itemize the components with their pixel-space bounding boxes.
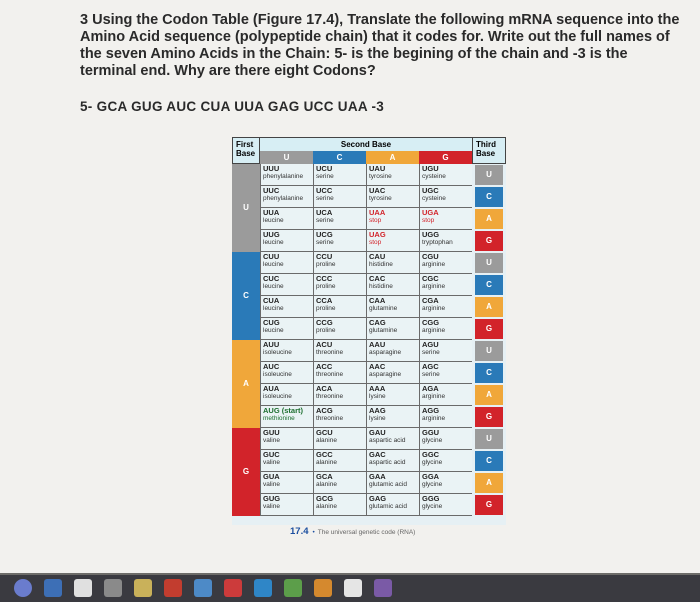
codon-label: CUU bbox=[263, 252, 280, 261]
amino-acid-label: histidine bbox=[369, 260, 393, 268]
figure-number: 17.4 bbox=[290, 526, 309, 537]
codon-label: GAU bbox=[369, 428, 386, 437]
third-base-u: U bbox=[475, 253, 503, 273]
amino-acid-label: valine bbox=[263, 480, 280, 488]
codon-label: AAG bbox=[369, 406, 386, 415]
codon-label: CAU bbox=[369, 252, 386, 261]
mrna-sequence: 5- GCA GUG AUC CUA UUA GAG UCC UAA -3 bbox=[80, 99, 385, 114]
codon-label: UAA bbox=[369, 208, 386, 217]
codon-label: CCG bbox=[316, 318, 333, 327]
codon-label: GGU bbox=[422, 428, 440, 437]
codon-cell bbox=[419, 340, 472, 362]
amino-acid-label: asparagine bbox=[369, 348, 402, 356]
codon-cell bbox=[419, 296, 472, 318]
amino-acid-label: leucine bbox=[263, 282, 284, 290]
codon-label: CUA bbox=[263, 296, 280, 305]
amino-acid-label: leucine bbox=[263, 326, 284, 334]
amino-acid-label: tyrosine bbox=[369, 172, 392, 180]
amino-acid-label: glycine bbox=[422, 458, 443, 466]
taskbar bbox=[0, 573, 700, 602]
codon-cell bbox=[366, 318, 419, 340]
amino-acid-label: isoleucine bbox=[263, 348, 292, 356]
app-icon[interactable] bbox=[284, 579, 302, 597]
amino-acid-label: proline bbox=[316, 326, 336, 334]
second-base-g: G bbox=[419, 151, 472, 164]
amino-acid-label: leucine bbox=[263, 260, 284, 268]
amino-acid-label: arginine bbox=[422, 414, 446, 422]
amino-acid-label: tryptophan bbox=[422, 238, 453, 246]
codon-label: AAA bbox=[369, 384, 386, 393]
codon-label: UUC bbox=[263, 186, 280, 195]
codon-cell bbox=[313, 494, 366, 516]
codon-cell bbox=[313, 384, 366, 406]
codon-label: AUA bbox=[263, 384, 280, 393]
amino-acid-label: serine bbox=[316, 172, 334, 180]
codon-cell bbox=[366, 252, 419, 274]
codon-label: CCC bbox=[316, 274, 333, 283]
amino-acid-label: leucine bbox=[263, 216, 284, 224]
second-base-c: C bbox=[313, 151, 366, 164]
codon-label: UCA bbox=[316, 208, 333, 217]
amino-acid-label: glycine bbox=[422, 502, 443, 510]
amino-acid-label: threonine bbox=[316, 392, 344, 400]
third-base-a: A bbox=[475, 297, 503, 317]
amino-acid-label: valine bbox=[263, 436, 280, 444]
codon-cell bbox=[419, 428, 472, 450]
codon-cell bbox=[366, 230, 419, 252]
amino-acid-label: alanine bbox=[316, 458, 337, 466]
second-base-header: Second Base bbox=[260, 137, 472, 151]
codon-cell bbox=[313, 252, 366, 274]
codon-label: GCG bbox=[316, 494, 334, 503]
codon-cell bbox=[313, 274, 366, 296]
third-base-g: G bbox=[475, 407, 503, 427]
amino-acid-label: proline bbox=[316, 260, 336, 268]
amino-acid-label: arginine bbox=[422, 326, 446, 334]
app-icon[interactable] bbox=[164, 579, 182, 597]
second-base-u: U bbox=[260, 151, 313, 164]
codon-label: UGU bbox=[422, 164, 439, 173]
amino-acid-label: arginine bbox=[422, 304, 446, 312]
codon-cell bbox=[260, 186, 313, 208]
codon-label: UCU bbox=[316, 164, 333, 173]
codon-cell bbox=[313, 186, 366, 208]
third-base-header: Third Base bbox=[472, 137, 506, 164]
codon-label: GAA bbox=[369, 472, 386, 481]
codon-cell bbox=[419, 406, 472, 428]
codon-cell bbox=[313, 164, 366, 186]
codon-label: UCG bbox=[316, 230, 333, 239]
codon-label: UAU bbox=[369, 164, 386, 173]
question-text: 3 Using the Codon Table (Figure 17.4), Translate the following mRNA sequence into the Amino Acid sequence (polypeptide chain) that it codes for. Write out the full names of the seven Amino Acids in the Chain: 5- is the begining of the chain and -3 is the terminal end. Why are there eight Codons? bbox=[80, 12, 680, 79]
codon-label: UAG bbox=[369, 230, 386, 239]
first-base-a: A bbox=[232, 340, 260, 428]
codon-cell bbox=[260, 494, 313, 516]
codon-label: ACC bbox=[316, 362, 333, 371]
codon-cell bbox=[313, 406, 366, 428]
codon-cell bbox=[260, 164, 313, 186]
amino-acid-label: phenylalanine bbox=[263, 194, 304, 202]
codon-label: AUC bbox=[263, 362, 280, 371]
amino-acid-label: asparagine bbox=[369, 370, 402, 378]
third-base-c: C bbox=[475, 451, 503, 471]
codon-label: GGA bbox=[422, 472, 440, 481]
app-icon[interactable] bbox=[74, 579, 92, 597]
codon-label: UGC bbox=[422, 186, 439, 195]
codon-cell bbox=[366, 450, 419, 472]
codon-label: GAC bbox=[369, 450, 386, 459]
codon-cell bbox=[419, 472, 472, 494]
codon-cell bbox=[419, 274, 472, 296]
codon-label: GAG bbox=[369, 494, 387, 503]
first-base-c: C bbox=[232, 252, 260, 340]
amino-acid-label: arginine bbox=[422, 392, 446, 400]
amino-acid-label: glutamine bbox=[369, 326, 398, 334]
amino-acid-label: glycine bbox=[422, 480, 443, 488]
amino-acid-label: leucine bbox=[263, 238, 284, 246]
amino-acid-label: serine bbox=[422, 348, 440, 356]
codon-cell bbox=[366, 208, 419, 230]
codon-label: GGG bbox=[422, 494, 440, 503]
second-base-a: A bbox=[366, 151, 419, 164]
codon-label: CUC bbox=[263, 274, 280, 283]
codon-label: GUG bbox=[263, 494, 281, 503]
app-icon[interactable] bbox=[44, 579, 62, 597]
codon-cell bbox=[419, 450, 472, 472]
codon-cell bbox=[313, 450, 366, 472]
amino-acid-label: serine bbox=[316, 238, 334, 246]
amino-acid-label: leucine bbox=[263, 304, 284, 312]
codon-cell bbox=[260, 384, 313, 406]
codon-cell bbox=[313, 340, 366, 362]
third-base-u: U bbox=[475, 429, 503, 449]
codon-cell bbox=[260, 318, 313, 340]
codon-cell bbox=[260, 208, 313, 230]
codon-label: UCC bbox=[316, 186, 333, 195]
amino-acid-label: phenylalanine bbox=[263, 172, 304, 180]
codon-cell bbox=[366, 274, 419, 296]
amino-acid-label: serine bbox=[316, 216, 334, 224]
codon-label: CUG bbox=[263, 318, 280, 327]
codon-label: GUA bbox=[263, 472, 280, 481]
codon-cell bbox=[419, 494, 472, 516]
codon-cell bbox=[313, 296, 366, 318]
codon-cell bbox=[366, 428, 419, 450]
amino-acid-label: arginine bbox=[422, 260, 446, 268]
app-icon[interactable] bbox=[134, 579, 152, 597]
amino-acid-label: serine bbox=[316, 194, 334, 202]
codon-cell bbox=[260, 450, 313, 472]
codon-cell bbox=[366, 164, 419, 186]
codon-label: UGA bbox=[422, 208, 439, 217]
codon-cell bbox=[366, 186, 419, 208]
codon-label: CGU bbox=[422, 252, 439, 261]
codon-label: CGC bbox=[422, 274, 439, 283]
codon-label: AUU bbox=[263, 340, 280, 349]
amino-acid-label: alanine bbox=[316, 436, 337, 444]
amino-acid-label: glutamic acid bbox=[369, 502, 407, 510]
start-icon[interactable] bbox=[14, 579, 32, 597]
third-base-u: U bbox=[475, 341, 503, 361]
codon-label: GGC bbox=[422, 450, 440, 459]
amino-acid-label: valine bbox=[263, 502, 280, 510]
amino-acid-label: lysine bbox=[369, 392, 386, 400]
third-base-c: C bbox=[475, 363, 503, 383]
codon-label: AAU bbox=[369, 340, 386, 349]
codon-cell bbox=[419, 186, 472, 208]
codon-cell bbox=[260, 340, 313, 362]
codon-cell bbox=[366, 340, 419, 362]
amino-acid-label: cysteine bbox=[422, 172, 446, 180]
figure-caption bbox=[290, 526, 415, 537]
amino-acid-label: stop bbox=[369, 238, 382, 246]
app-icon[interactable] bbox=[224, 579, 242, 597]
codon-label: AGU bbox=[422, 340, 439, 349]
codon-cell bbox=[313, 230, 366, 252]
codon-label: CAG bbox=[369, 318, 386, 327]
codon-cell bbox=[419, 252, 472, 274]
amino-acid-label: threonine bbox=[316, 370, 344, 378]
amino-acid-label: proline bbox=[316, 282, 336, 290]
codon-cell bbox=[366, 296, 419, 318]
app-icon[interactable] bbox=[254, 579, 272, 597]
third-base-a: A bbox=[475, 385, 503, 405]
codon-label: GUU bbox=[263, 428, 280, 437]
app-icon[interactable] bbox=[314, 579, 332, 597]
figure-caption-text: The universal genetic code (RNA) bbox=[317, 529, 416, 536]
codon-label: CGA bbox=[422, 296, 439, 305]
codon-cell bbox=[419, 164, 472, 186]
app-icon[interactable] bbox=[344, 579, 362, 597]
codon-label: UGG bbox=[422, 230, 440, 239]
amino-acid-label: methionine bbox=[263, 414, 295, 422]
codon-cell bbox=[366, 362, 419, 384]
amino-acid-label: stop bbox=[422, 216, 435, 224]
codon-label: UAC bbox=[369, 186, 386, 195]
third-base-c: C bbox=[475, 187, 503, 207]
codon-label: CCU bbox=[316, 252, 333, 261]
codon-cell bbox=[260, 274, 313, 296]
amino-acid-label: isoleucine bbox=[263, 370, 292, 378]
amino-acid-label: serine bbox=[422, 370, 440, 378]
third-base-g: G bbox=[475, 495, 503, 515]
codon-cell bbox=[260, 472, 313, 494]
codon-cell bbox=[366, 494, 419, 516]
third-base-g: G bbox=[475, 319, 503, 339]
codon-label: CGG bbox=[422, 318, 440, 327]
amino-acid-label: alanine bbox=[316, 480, 337, 488]
amino-acid-label: valine bbox=[263, 458, 280, 466]
amino-acid-label: lysine bbox=[369, 414, 386, 422]
codon-label: CAA bbox=[369, 296, 386, 305]
codon-cell bbox=[313, 318, 366, 340]
codon-cell bbox=[260, 362, 313, 384]
codon-label: GCC bbox=[316, 450, 333, 459]
bullet-icon: • bbox=[312, 529, 315, 536]
third-base-u: U bbox=[475, 165, 503, 185]
codon-label: UUA bbox=[263, 208, 280, 217]
amino-acid-label: glutamic acid bbox=[369, 480, 407, 488]
first-base-header: First Base bbox=[232, 137, 260, 164]
codon-cell bbox=[419, 362, 472, 384]
codon-label: AUG (start) bbox=[263, 406, 304, 415]
codon-label: UUU bbox=[263, 164, 280, 173]
codon-label: AGC bbox=[422, 362, 439, 371]
amino-acid-label: arginine bbox=[422, 282, 446, 290]
codon-cell bbox=[419, 318, 472, 340]
amino-acid-label: aspartic acid bbox=[369, 458, 406, 466]
amino-acid-label: proline bbox=[316, 304, 336, 312]
amino-acid-label: histidine bbox=[369, 282, 393, 290]
first-base-u: U bbox=[232, 164, 260, 252]
third-base-a: A bbox=[475, 209, 503, 229]
amino-acid-label: cysteine bbox=[422, 194, 446, 202]
codon-cell bbox=[313, 208, 366, 230]
third-base-a: A bbox=[475, 473, 503, 493]
codon-table bbox=[232, 137, 506, 525]
amino-acid-label: alanine bbox=[316, 502, 337, 510]
codon-label: CAC bbox=[369, 274, 386, 283]
codon-cell bbox=[419, 230, 472, 252]
codon-label: ACU bbox=[316, 340, 333, 349]
amino-acid-label: stop bbox=[369, 216, 382, 224]
codon-cell bbox=[260, 428, 313, 450]
codon-cell bbox=[366, 384, 419, 406]
third-base-g: G bbox=[475, 231, 503, 251]
codon-cell bbox=[313, 428, 366, 450]
codon-cell bbox=[260, 230, 313, 252]
amino-acid-label: aspartic acid bbox=[369, 436, 406, 444]
codon-label: GCA bbox=[316, 472, 333, 481]
amino-acid-label: isoleucine bbox=[263, 392, 292, 400]
codon-cell bbox=[366, 406, 419, 428]
codon-cell bbox=[313, 472, 366, 494]
amino-acid-label: threonine bbox=[316, 414, 344, 422]
codon-cell bbox=[366, 472, 419, 494]
third-base-c: C bbox=[475, 275, 503, 295]
codon-label: AGG bbox=[422, 406, 440, 415]
codon-label: GCU bbox=[316, 428, 333, 437]
codon-label: AGA bbox=[422, 384, 439, 393]
codon-cell bbox=[419, 384, 472, 406]
first-base-g: G bbox=[232, 428, 260, 516]
codon-label: CCA bbox=[316, 296, 333, 305]
app-icon[interactable] bbox=[104, 579, 122, 597]
codon-cell bbox=[260, 406, 313, 428]
codon-cell bbox=[419, 208, 472, 230]
codon-label: ACA bbox=[316, 384, 333, 393]
app-icon[interactable] bbox=[194, 579, 212, 597]
app-icon[interactable] bbox=[374, 579, 392, 597]
codon-label: GUC bbox=[263, 450, 280, 459]
codon-label: UUG bbox=[263, 230, 280, 239]
codon-label: AAC bbox=[369, 362, 386, 371]
codon-cell bbox=[313, 362, 366, 384]
codon-cell bbox=[260, 296, 313, 318]
amino-acid-label: glutamine bbox=[369, 304, 398, 312]
codon-label: ACG bbox=[316, 406, 333, 415]
amino-acid-label: glycine bbox=[422, 436, 443, 444]
amino-acid-label: threonine bbox=[316, 348, 344, 356]
amino-acid-label: tyrosine bbox=[369, 194, 392, 202]
codon-cell bbox=[260, 252, 313, 274]
